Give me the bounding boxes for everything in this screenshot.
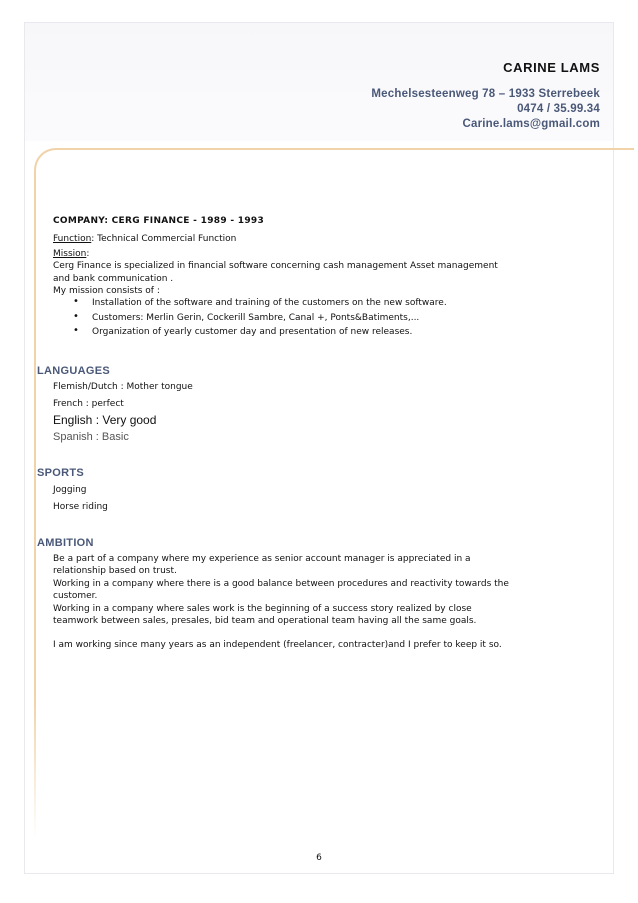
mission-colon: : <box>86 248 90 259</box>
page-number: 6 <box>316 853 322 863</box>
list-item: Spanish : Basic <box>53 431 129 443</box>
list-item: • Customers: Merlin Gerin, Cockerill Sambre, Canal +, Ponts&Batiments,... <box>73 312 513 324</box>
languages-list <box>53 379 193 446</box>
company-heading: COMPANY: CERG FINANCE - 1989 - 1993 <box>53 216 265 226</box>
sports-list <box>53 482 108 515</box>
mission-text: Cerg Finance is specialized in financial software concerning cash management Asset management and bank communication . <box>53 261 498 284</box>
list-item: • Organization of yearly customer day and presentation of new releases. <box>73 326 513 338</box>
ambition-paragraph: Working in a company where there is a good balance between procedures and reactivity towards the customer. <box>53 578 509 602</box>
function-row <box>53 233 513 245</box>
mission-label: Mission <box>53 248 87 259</box>
sports-title: SPORTS <box>37 467 85 479</box>
mission-label-row <box>53 248 513 260</box>
email: Carine.lams@gmail.com <box>462 118 600 130</box>
ambition-block <box>53 553 513 652</box>
list-item: Flemish/Dutch : Mother tongue <box>53 382 193 392</box>
list-item: French : perfect <box>53 398 124 409</box>
list-item: Horse riding <box>53 501 108 512</box>
ambition-title: AMBITION <box>37 537 94 549</box>
ambition-paragraph: Be a part of a company where my experience as senior account manager is appreciated in a relationship based on trust. <box>53 554 471 577</box>
mission-list <box>53 297 513 338</box>
address: Mechelsesteenweg 78 – 1933 Sterrebeek <box>371 88 600 100</box>
list-item: English : Very good <box>53 413 157 427</box>
experience-block <box>53 215 513 341</box>
candidate-name: CARINE LAMS <box>503 60 600 75</box>
mission-intro: My mission consists of : <box>53 286 160 297</box>
function-label: Function <box>53 234 92 245</box>
phone: 0474 / 35.99.34 <box>517 103 600 115</box>
list-item: • Installation of the software and training of the customers on the new software. <box>73 297 513 309</box>
list-item: Jogging <box>53 485 87 495</box>
contact-header <box>371 60 600 132</box>
languages-title: LANGUAGES <box>37 365 110 377</box>
function-value: : Technical Commercial Function <box>91 234 237 245</box>
ambition-paragraph: I am working since many years as an independent (freelancer, contracter)and I prefer to keep it so. <box>53 640 502 651</box>
ambition-paragraph: Working in a company where sales work is the beginning of a success story realized by close teamwork between sales, presales, bid team and operational team having all the same goals. <box>53 603 477 627</box>
curve-fade <box>33 700 39 840</box>
